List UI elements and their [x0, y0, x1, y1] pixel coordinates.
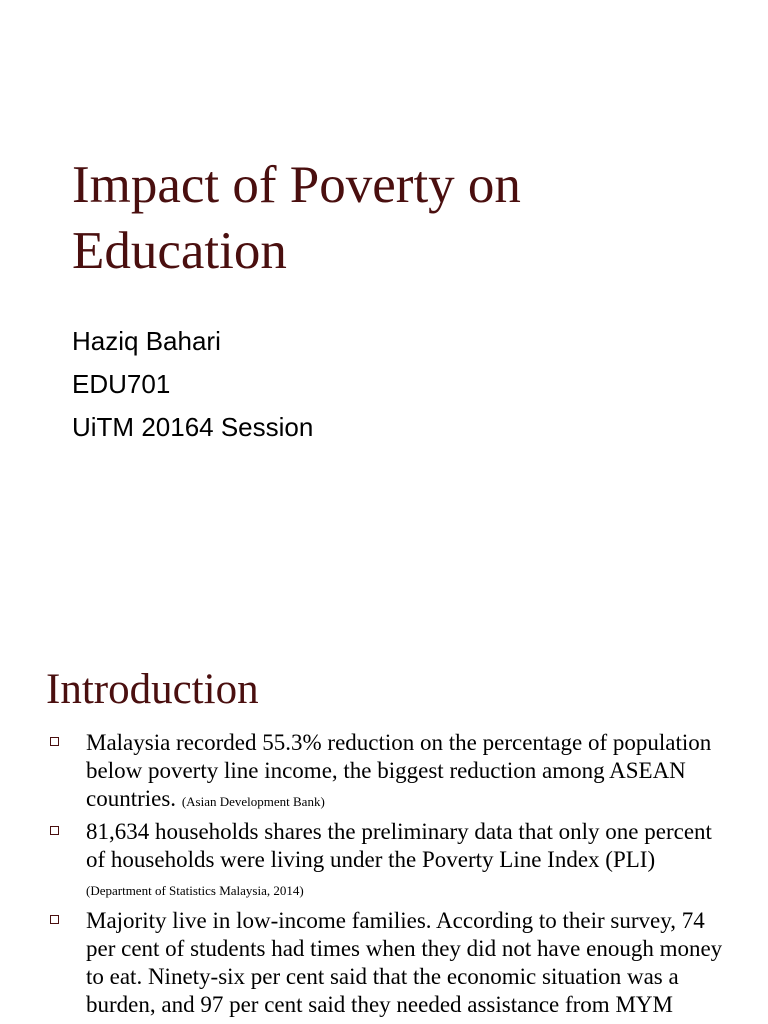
bullet-text: 81,634 households shares the preliminary data that only one percent of households were living under the Poverty Line Index (PLI)	[86, 819, 712, 872]
bullet-text: Majority live in low-income families. According to their survey, 74 per cent of students had times when they did not have enough money to eat. Ninety-six per cent said that the economic situation was a burden, and 97 per cent said they needed assistance from MYM	[86, 908, 723, 1017]
bullet-item	[46, 907, 726, 1022]
bullet-item	[46, 729, 726, 816]
course-code: EDU701	[72, 369, 171, 399]
square-bullet-icon	[50, 915, 59, 924]
bullet-citation: (Asian Development Bank)	[181, 794, 325, 809]
bullet-list	[46, 729, 726, 1024]
bullet-text: Malaysia recorded 55.3% reduction on the percentage of population below poverty line income, the biggest reduction among ASEAN countries.	[86, 730, 712, 811]
session-label: UiTM 20164 Session	[72, 412, 314, 442]
bullet-citation: (Department of Statistics Malaysia, 2014)	[86, 883, 304, 898]
author-name: Haziq Bahari	[72, 326, 221, 356]
slide-subtitle	[72, 320, 313, 449]
slide-title: Impact of Poverty on Education	[72, 156, 521, 280]
section-heading: Introduction	[46, 666, 259, 713]
bullet-item	[46, 818, 726, 905]
square-bullet-icon	[50, 737, 59, 746]
square-bullet-icon	[50, 826, 59, 835]
